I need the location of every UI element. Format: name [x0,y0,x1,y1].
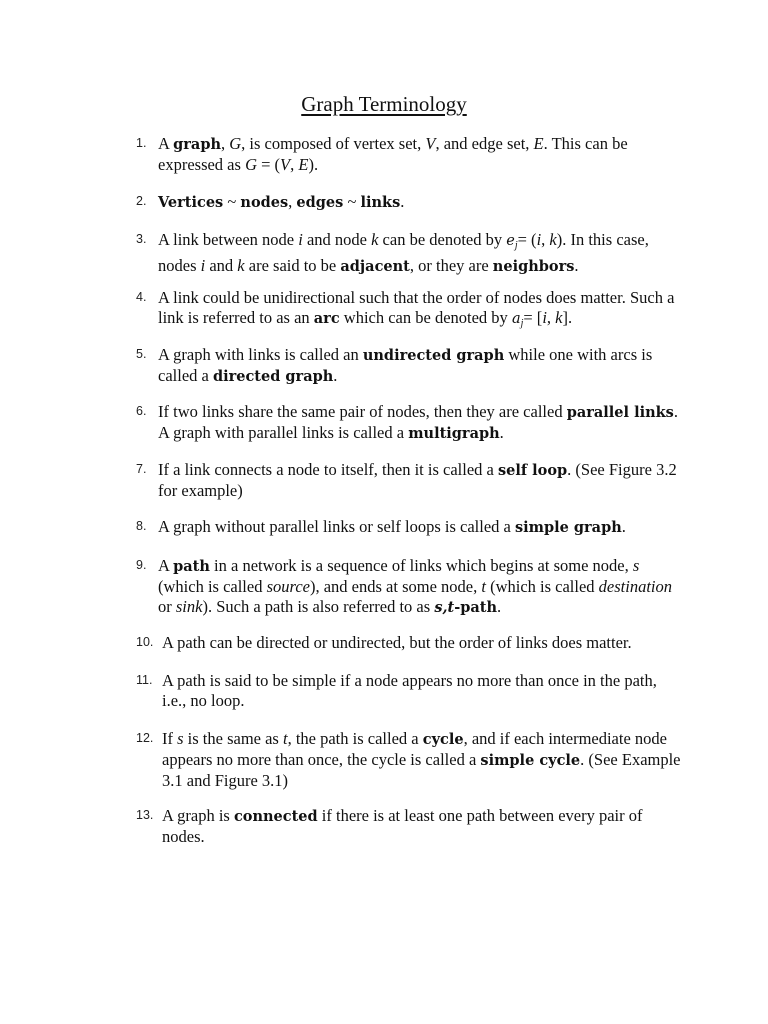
item-text [158,460,678,501]
text-segment: ]. [562,308,573,327]
bold-term: edges [296,194,344,211]
text-segment: destination [598,577,673,596]
item-text [158,230,678,277]
text-segment: A link between node [158,230,299,249]
item-text [162,633,682,653]
text-segment: V [280,155,291,174]
item-number: 13. [136,808,154,822]
text-segment: ). Such a path is also referred to as [202,597,435,616]
text-segment: G [245,155,257,174]
text-segment: k [549,230,557,249]
text-segment: ), and ends at some node, [309,577,482,596]
bold-term: simple cycle [480,752,581,769]
page-title: Graph Terminology [301,92,467,116]
item-number: 9. [136,558,147,572]
text-segment: A graph without parallel links or self loops is called a [158,517,515,536]
bold-term: graph [173,136,221,153]
bold-term: undirected graph [362,347,505,364]
item-number: 6. [136,404,147,418]
text-segment: , or they are [409,256,493,275]
text-segment: A link could be unidirectional such that the order of nodes does matter. Such a link is referred to as an [158,288,675,327]
bold-term: Vertices [158,194,224,211]
item-text [158,345,678,387]
text-segment: . (See Figure 3.2 for example) [158,460,677,500]
text-segment: A graph with links is called an [158,345,363,364]
text-segment: source [266,577,310,596]
item-number: 7. [136,462,147,476]
text-segment: . [574,256,579,275]
item-number: 2. [136,194,147,208]
item-number: 4. [136,290,147,304]
text-segment: s [177,729,184,748]
item-text [158,134,678,175]
text-segment: s [632,556,640,575]
text-segment: , and if each intermediate node appears no more than once, the cycle is called a [162,729,667,769]
text-segment: , and edge set, [435,134,534,153]
text-segment: , [541,230,550,249]
bold-term: nodes [240,194,289,211]
item-text [162,671,682,711]
text-segment: i [298,230,303,249]
text-segment: k [555,308,563,327]
text-segment: = ( [517,230,537,249]
bold-term: s,t [434,599,455,616]
item-number: 3. [136,232,147,246]
text-segment: are said to be [244,256,341,275]
text-segment: and node [302,230,372,249]
text-segment: . [499,423,504,442]
text-segment: = [ [523,308,543,327]
bold-term: multigraph [408,425,500,442]
text-segment: If a link connects a node to itself, then it is called a [158,460,498,479]
bold-term: -path [454,599,498,616]
text-segment: . This can be expressed as [158,134,628,174]
text-segment: . [621,517,626,536]
text-segment: (which is called [485,577,599,596]
text-segment: , the path is called a [287,729,423,748]
item-number: 11. [136,673,153,687]
text-segment: ~ [223,192,241,211]
text-segment: and [205,256,238,275]
text-segment: , [288,192,297,211]
item-number: 8. [136,519,147,533]
text-segment: . A graph with parallel links is called a [158,402,678,442]
text-segment: , [221,134,230,153]
bold-term: neighbors [492,258,575,275]
text-segment: e [506,233,515,249]
text-segment: t [282,729,288,748]
text-segment: k [237,256,245,275]
text-segment: (which is called [158,577,267,596]
bold-term: links [360,194,401,211]
item-number: 1. [136,136,147,150]
text-segment: E [298,155,309,174]
text-segment: can be denoted by [378,230,507,249]
text-segment: ). [308,155,319,174]
text-segment: , [546,308,556,327]
text-segment: j [514,240,518,251]
text-segment: a [511,311,521,327]
text-segment: which can be denoted by [339,308,512,327]
text-segment: If [162,729,178,748]
item-text [158,402,678,444]
text-segment: sink [175,597,203,616]
text-segment: E [533,134,544,153]
text-segment: ). In this case, nodes [158,230,649,275]
text-segment: A [158,134,174,153]
item-number: 5. [136,347,147,361]
item-text [162,806,682,847]
bold-term: parallel links [566,404,674,421]
text-segment: . [400,192,405,211]
bold-term: arc [313,310,340,327]
bold-term: adjacent [340,258,410,275]
bold-term: simple graph [514,519,622,536]
text-segment: , [290,155,299,174]
text-segment: A path can be directed or undirected, but the order of links does matter. [162,633,632,652]
text-segment: if there is at least one path between every pair of nodes. [162,806,643,846]
item-number: 10. [136,635,154,649]
text-segment: . [497,597,502,616]
bold-term: connected [233,808,318,825]
text-segment: ~ [343,192,361,211]
text-segment: is the same as [183,729,283,748]
text-segment: . [333,366,338,385]
item-number: 12. [136,731,154,745]
text-segment: , is composed of vertex set, [241,134,426,153]
item-text [158,556,678,618]
item-text [158,192,678,213]
text-segment: k [371,230,379,249]
item-text [162,729,682,791]
item-text [158,517,678,538]
text-segment: in a network is a sequence of links which begins at some node, [209,556,633,575]
text-segment: A [158,556,174,575]
text-segment: i [536,230,542,249]
text-segment: If two links share the same pair of nodes, then they are called [158,402,567,421]
text-segment: i [200,256,206,275]
text-segment: j [520,318,524,329]
text-segment: i [542,308,547,327]
text-segment: G [229,134,242,153]
item-text [158,288,678,334]
text-segment: while one with arcs is called a [158,345,653,385]
text-segment: t [481,577,486,596]
text-segment: V [425,134,436,153]
text-segment: or [158,597,176,616]
text-segment: . (See Example 3.1 and Figure 3.1) [162,750,681,790]
text-segment: A graph is [162,806,234,825]
bold-term: cycle [422,731,464,748]
text-segment: = ( [256,155,281,174]
bold-term: directed graph [212,368,334,385]
bold-term: path [173,558,210,575]
bold-term: self loop [497,462,568,479]
text-segment: A path is said to be simple if a node appears no more than once in the path, i.e., no loop. [162,671,657,710]
